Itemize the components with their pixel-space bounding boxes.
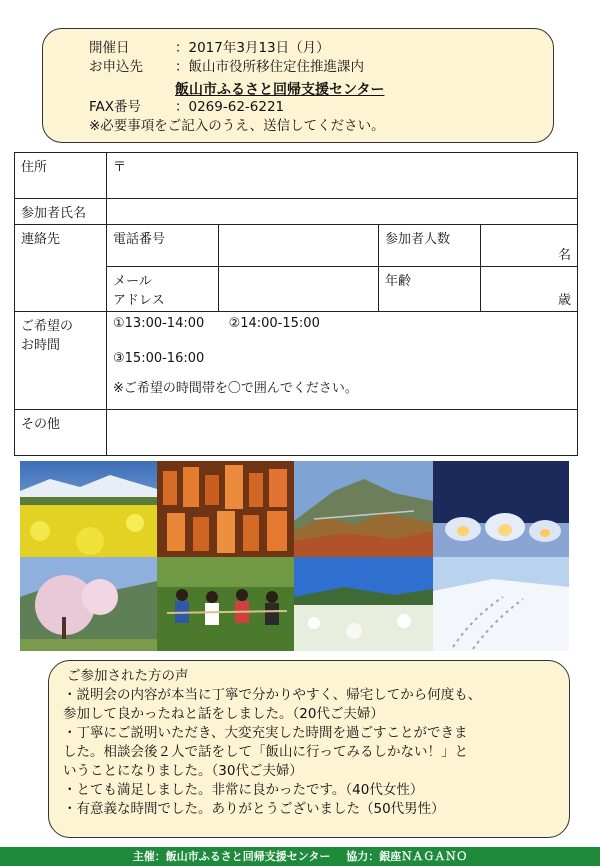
other-field[interactable]: [107, 410, 578, 456]
event-info-box: [42, 28, 554, 143]
voice-line: ・とても満足しました。非常に良かったです。（40代女性）: [63, 782, 424, 798]
other-label: その他: [15, 410, 107, 456]
postal-mark: 〒: [113, 160, 127, 175]
center-name: 飯山市ふるさと回帰支援センター: [175, 82, 385, 98]
time-label: [15, 312, 107, 410]
mail-label: [107, 267, 219, 312]
apply-value: ：飯山市役所移住定住推進課内: [175, 59, 364, 75]
children-tug-of-war-photo: [157, 557, 294, 651]
fax-line: [89, 98, 284, 116]
time-choice-field[interactable]: [107, 312, 578, 410]
cherry-blossom-photo: [20, 557, 157, 651]
fax-value: ：0269-62-6221: [175, 99, 285, 115]
participants-label: 参加者人数: [379, 225, 481, 267]
voice-line: ・説明会の内容が本当に丁寧で分かりやすく、帰宅してから何度も、: [63, 687, 482, 703]
time-row-1: [113, 315, 571, 332]
voice-line: した。相談会後２人で話をして「飯山に行ってみるしかない！」と: [63, 744, 468, 760]
age-field[interactable]: [481, 267, 578, 312]
participant-voices-box: [48, 660, 570, 838]
voices-title: ご参加された方の声: [67, 668, 189, 684]
date-value: ：2017年3月13日（月）: [175, 40, 330, 56]
snow-lanterns-photo: [157, 461, 294, 557]
time-slot-3[interactable]: ③15:00-16:00: [113, 351, 205, 366]
fax-label: FAX番号: [89, 99, 142, 115]
phone-label: 電話番号: [107, 225, 219, 267]
participants-unit: 名: [557, 248, 571, 263]
voice-line: 参加して良かったねと話をしました。（20代ご夫婦）: [63, 706, 384, 722]
footer-host: 主催：飯山市ふるさと回帰支援センター: [132, 850, 331, 863]
kamakura-snow-huts-photo: [433, 461, 569, 557]
voice-line: ・有意義な時間でした。ありがとうございました（50代男性）: [63, 801, 445, 817]
participants-field[interactable]: [481, 225, 578, 267]
time-slot-1[interactable]: ①13:00-14:00: [113, 316, 205, 331]
date-label: 開催日: [89, 40, 130, 56]
photo-collage: [20, 461, 569, 651]
time-note: ※ご希望の時間帯を〇で囲んでください。: [113, 381, 358, 396]
submit-note: ※必要事項をご記入のうえ、送信してください。: [89, 118, 385, 134]
address-label: 住所: [15, 153, 107, 199]
application-form: [14, 152, 578, 456]
contact-label: 連絡先: [15, 225, 107, 312]
name-label: 参加者氏名: [15, 199, 107, 225]
footer-bar: [0, 847, 600, 866]
mail-label-line2: アドレス: [113, 293, 165, 308]
name-field[interactable]: [107, 199, 578, 225]
voice-line: ・丁寧にご説明いただき、大変充実した時間を過ごすことができま: [63, 725, 468, 741]
time-label-line2: お時間: [21, 338, 61, 353]
footer-support: 協力：銀座ＮＡＧＡＮＯ: [346, 850, 468, 863]
buckwheat-field-photo: [294, 557, 433, 651]
mail-field[interactable]: [219, 267, 379, 312]
phone-field[interactable]: [219, 225, 379, 267]
time-label-line1: ご希望の: [21, 319, 74, 334]
event-date-line: [89, 39, 330, 57]
voice-line: いうことになりました。（30代ご夫婦）: [63, 763, 303, 779]
address-field[interactable]: [107, 153, 578, 199]
mail-label-line1: メール: [113, 274, 152, 289]
age-label: 年齢: [379, 267, 481, 312]
rapeseed-field-photo: [20, 461, 157, 557]
time-slot-2[interactable]: ②14:00-15:00: [228, 316, 320, 331]
age-unit: 歳: [557, 293, 571, 308]
snow-footprints-photo: [433, 557, 569, 651]
apply-line: [89, 58, 364, 76]
mountain-autumn-photo: [294, 461, 433, 557]
apply-label: お申込先: [89, 59, 143, 75]
